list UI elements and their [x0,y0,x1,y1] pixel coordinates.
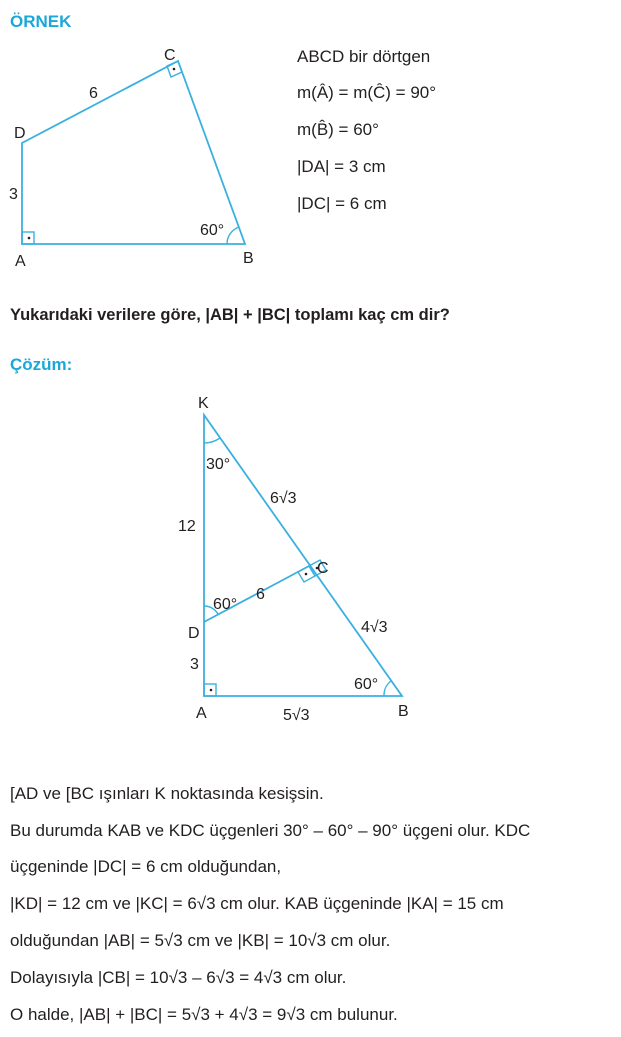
given-line-4: |DA| = 3 cm [297,157,386,176]
solution-line-7: O halde, |AB| + |BC| = 5√3 + 4√3 = 9√3 cm bulunur. [10,1005,398,1024]
vertex-label-c: C [164,47,176,64]
right-angle-dot-c [173,68,176,71]
side-label-kc: 6√3 [270,490,297,507]
quadrilateral-abcd [22,61,245,244]
side-label-da: 3 [9,186,18,203]
right-angle-dot-a [210,689,213,692]
angle-label-k: 30° [206,456,231,473]
side-label-ab: 5√3 [283,707,310,724]
given-line-3: m(B̂) = 60° [297,120,379,139]
vertex-label-a: A [196,705,207,722]
vertex-label-k: K [198,395,209,412]
solution-line-1: [AD ve [BC ışınları K noktasında kesişsin. [10,784,324,803]
side-label-kd: 12 [178,518,196,535]
solution-heading: Çözüm: [10,355,73,374]
example-heading: ÖRNEK [10,12,72,31]
vertex-label-d: D [14,125,26,142]
given-line-5: |DC| = 6 cm [297,194,387,213]
angle-label-d: 60° [213,596,238,613]
given-line-1: ABCD bir dörtgen [297,47,431,66]
given-line-2: m(Â) = m(Ĉ) = 90° [297,83,437,102]
solution-line-3: üçgeninde |DC| = 6 cm olduğundan, [10,857,282,876]
side-label-cb: 4√3 [361,619,388,636]
angle-arc-k [204,438,220,443]
angle-label-b: 60° [354,676,379,693]
angle-arc-b [227,227,239,244]
vertex-label-a: A [15,253,26,270]
right-angle-dot-c-upper [305,573,308,576]
vertex-label-c: C [317,560,329,577]
angle-label-b: 60° [200,222,225,239]
solution-figure [150,385,440,730]
quadrilateral-figure [0,40,280,275]
side-label-dc: 6 [256,586,265,603]
vertex-label-d: D [188,625,200,642]
side-label-da: 3 [190,656,199,673]
question-text: Yukarıdaki verilere göre, |AB| + |BC| toplamı kaç cm dir? [10,306,450,324]
triangle-kab [204,415,402,696]
solution-line-4: |KD| = 12 cm ve |KC| = 6√3 cm olur. KAB üçgeninde |KA| = 15 cm [10,894,504,913]
angle-arc-b [384,681,391,696]
solution-line-5: olduğundan |AB| = 5√3 cm ve |KB| = 10√3 cm olur. [10,931,391,950]
side-label-dc: 6 [89,85,98,102]
vertex-label-b: B [398,703,409,720]
solution-line-2: Bu durumda KAB ve KDC üçgenleri 30° – 60° – 90° üçgeni olur. KDC [10,821,531,840]
solution-line-6: Dolayısıyla |CB| = 10√3 – 6√3 = 4√3 cm olur. [10,968,347,987]
right-angle-dot-a [28,237,31,240]
vertex-label-b: B [243,250,254,267]
